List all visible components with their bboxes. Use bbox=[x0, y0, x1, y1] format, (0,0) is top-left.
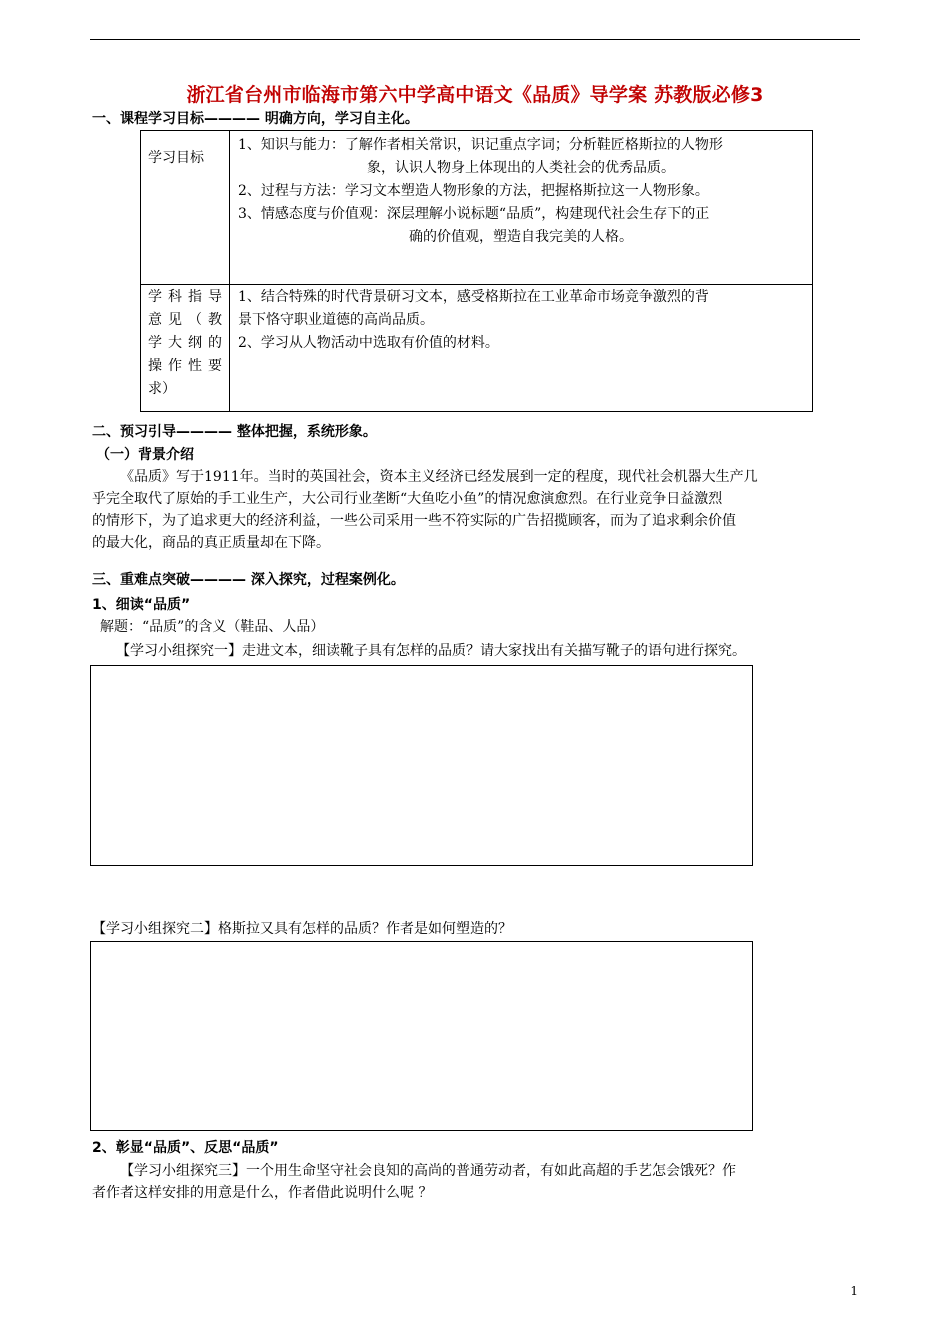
background-paragraph bbox=[92, 466, 872, 554]
goals-label: 学习目标 bbox=[141, 131, 230, 285]
guidance-label-line: 操作性要 bbox=[148, 358, 222, 374]
task3-line: 者作者这样安排的用意是什么，作者借此说明什么呢 ？ bbox=[92, 1185, 433, 1201]
paragraph-line: 的情形下，为了追求更大的经济利益，一些公司采用一些不符实际的广告招揽顾客，而为了追求剩余价值 bbox=[92, 513, 736, 529]
guidance-item-1-cont: 景下恪守职业道德的高尚品质。 bbox=[238, 312, 434, 328]
header-rule bbox=[90, 39, 860, 40]
guidance-item-1: 1、结合特殊的时代背景研习文本，感受格斯拉在工业革命市场竞争激烈的背 bbox=[238, 289, 709, 305]
guidance-label-line: 学科指导 bbox=[148, 289, 222, 305]
paragraph-line: 的最大化，商品的真正质量却在下降。 bbox=[92, 535, 330, 551]
background-heading: （一）背景介绍 bbox=[96, 447, 194, 463]
page-number: 1 bbox=[850, 1284, 858, 1298]
guidance-content bbox=[230, 285, 813, 412]
task3-line: 【学习小组探究三】一个用生命坚守社会良知的高尚的普通劳动者，有如此高超的手艺怎会饿死？作 bbox=[120, 1163, 736, 1179]
paragraph-line: 乎完全取代了原始的手工业生产，大公司行业垄断“大鱼吃小鱼”的情况愈演愈烈。在行业竞争日益激烈 bbox=[92, 491, 723, 507]
guidance-label-line: 求） bbox=[148, 381, 176, 397]
table-row-guidance bbox=[141, 285, 813, 412]
goals-content bbox=[230, 131, 813, 285]
guidance-item-2: 2、学习从人物活动中选取有价值的材料。 bbox=[238, 335, 499, 351]
table-row-learning-goals bbox=[141, 131, 813, 285]
task1-prompt: 【学习小组探究一】走进文本，细读靴子具有怎样的品质？请大家找出有关描写靴子的语句进行探究。 bbox=[116, 643, 746, 659]
guidance-label-line: 学大纲的 bbox=[148, 335, 222, 351]
part1-heading: 1、细读“品质” bbox=[92, 597, 191, 613]
part2-heading: 2、彰显“品质”、反思“品质” bbox=[92, 1140, 279, 1156]
goal-item-1: 1、知识与能力：了解作者相关常识，识记重点字词；分析鞋匠格斯拉的人物形 bbox=[238, 137, 723, 153]
goal-item-2: 2、过程与方法：学习文本塑造人物形象的方法，把握格斯拉这一人物形象。 bbox=[238, 183, 709, 199]
guidance-label-line: 意见（教 bbox=[148, 312, 222, 328]
section2-heading: 二、预习引导———— 整体把握，系统形象。 bbox=[92, 424, 377, 440]
jieti-text: 解题：“品质”的含义（鞋品、人品） bbox=[100, 619, 325, 635]
task1-answer-box[interactable] bbox=[90, 665, 753, 866]
document-title: 浙江省台州市临海市第六中学高中语文《品质》导学案 苏教版必修3 bbox=[186, 84, 764, 106]
section1-heading: 一、课程学习目标———— 明确方向，学习自主化。 bbox=[92, 111, 419, 127]
guidance-label bbox=[141, 285, 230, 412]
goal-item-1-cont: 象，认识人物身上体现出的人类社会的优秀品质。 bbox=[367, 160, 675, 176]
goal-item-3: 3、情感态度与价值观：深层理解小说标题“品质”，构建现代社会生存下的正 bbox=[238, 206, 710, 222]
paragraph-line: 《品质》写于1911年。当时的英国社会，资本主义经济已经发展到一定的程度，现代社会机器大生产几 bbox=[120, 469, 758, 485]
goal-item-3-cont: 确的价值观，塑造自我完美的人格。 bbox=[409, 229, 633, 245]
task2-prompt: 【学习小组探究二】格斯拉又具有怎样的品质？作者是如何塑造的？ bbox=[92, 921, 512, 937]
section3-heading: 三、重难点突破———— 深入探究，过程案例化。 bbox=[92, 572, 405, 588]
goals-table bbox=[140, 130, 813, 412]
task3-prompt bbox=[92, 1160, 872, 1204]
task2-answer-box[interactable] bbox=[90, 941, 753, 1131]
